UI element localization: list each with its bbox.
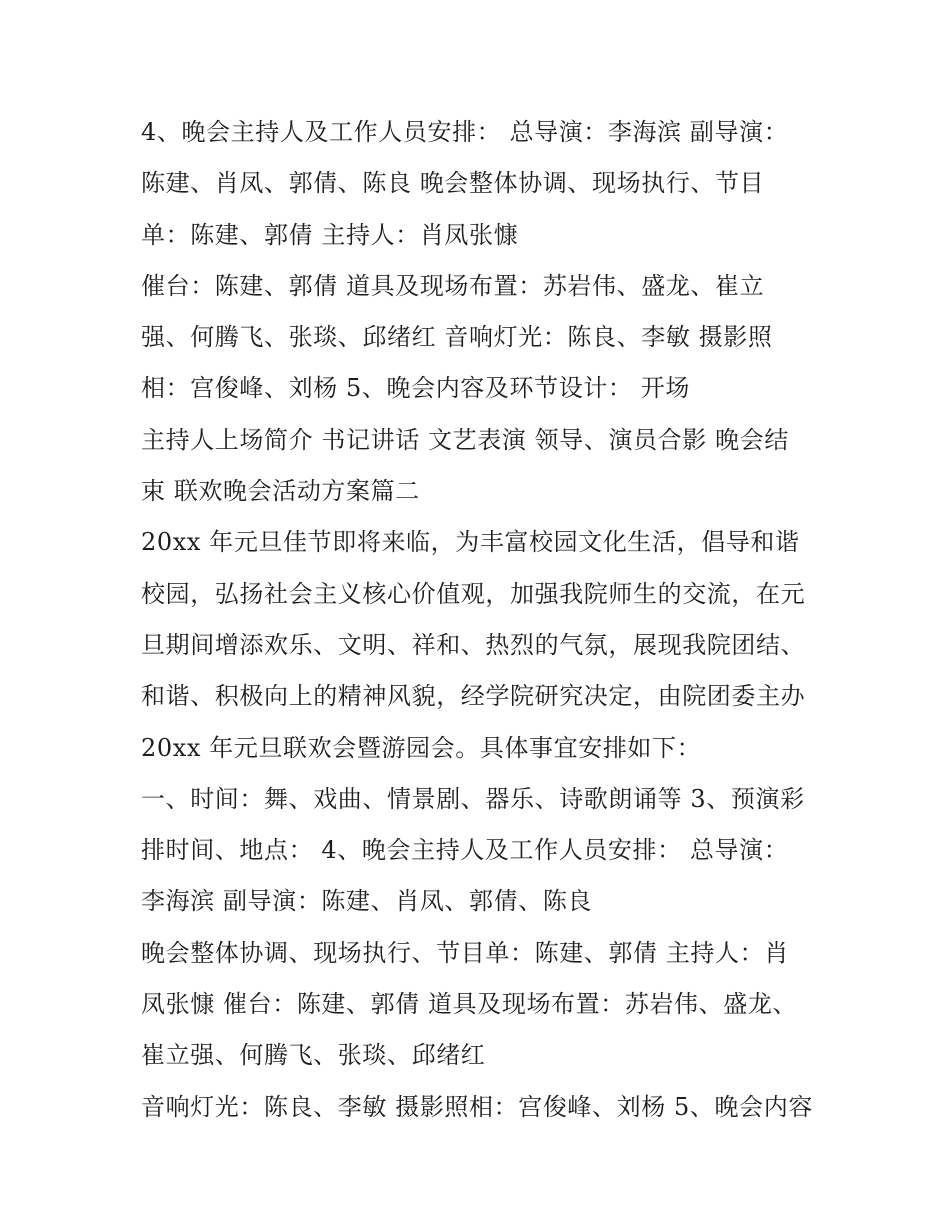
document-body [141, 107, 821, 1133]
text-line: 一、时间：舞、戏曲、情景剧、器乐、诗歌朗诵等 3、预演彩 [141, 784, 805, 813]
text-line: 排时间、地点： 4、晚会主持人及工作人员安排： 总导演： [141, 836, 789, 865]
text-line: 相：宫俊峰、刘杨 5、晚会内容及环节设计： 开场 [141, 374, 690, 403]
text-line: 束 联欢晚会活动方案篇二 [141, 477, 420, 506]
text-line: 崔立强、何腾飞、张琰、邱绪红 [141, 1041, 486, 1070]
text-line: 催台：陈建、郭倩 道具及现场布置：苏岩伟、盛龙、崔立 [141, 271, 765, 300]
text-line: 晚会整体协调、现场执行、节目单：陈建、郭倩 主持人：肖 [141, 938, 789, 967]
text-line: 李海滨 副导演：陈建、肖凤、郭倩、陈良 [141, 887, 593, 916]
text-line: 主持人上场简介 书记讲话 文艺表演 领导、演员合影 晚会结 [141, 425, 789, 454]
text-line: 和谐、积极向上的精神风貌，经学院研究决定，由院团委主办 [141, 682, 806, 711]
text-line: 校园，弘扬社会主义核心价值观，加强我院师生的交流，在元 [141, 579, 806, 608]
text-line: 旦期间增添欢乐、文明、祥和、热烈的气氛，展现我院团结、 [141, 630, 806, 659]
text-line: 4、晚会主持人及工作人员安排： 总导演：李海滨 副导演： [141, 118, 789, 146]
text-line: 单：陈建、郭倩 主持人：肖凤张慷 [141, 220, 519, 249]
text-line: 陈建、肖凤、郭倩、陈良 晚会整体协调、现场执行、节目 [141, 169, 765, 198]
text-line: 音响灯光：陈良、李敏 摄影照相：宫俊峰、刘杨 5、晚会内容 [141, 1092, 813, 1121]
text-line: 凤张慷 催台：陈建、郭倩 道具及现场布置：苏岩伟、盛龙、 [141, 990, 798, 1019]
text-line: 20xx 年元旦佳节即将来临，为丰富校园文化生活，倡导和谐 [141, 528, 800, 557]
text-line: 强、何腾飞、张琰、邱绪红 音响灯光：陈良、李敏 摄影照 [141, 323, 773, 352]
text-line: 20xx 年元旦联欢会暨游园会。具体事宜安排如下： [141, 733, 702, 762]
